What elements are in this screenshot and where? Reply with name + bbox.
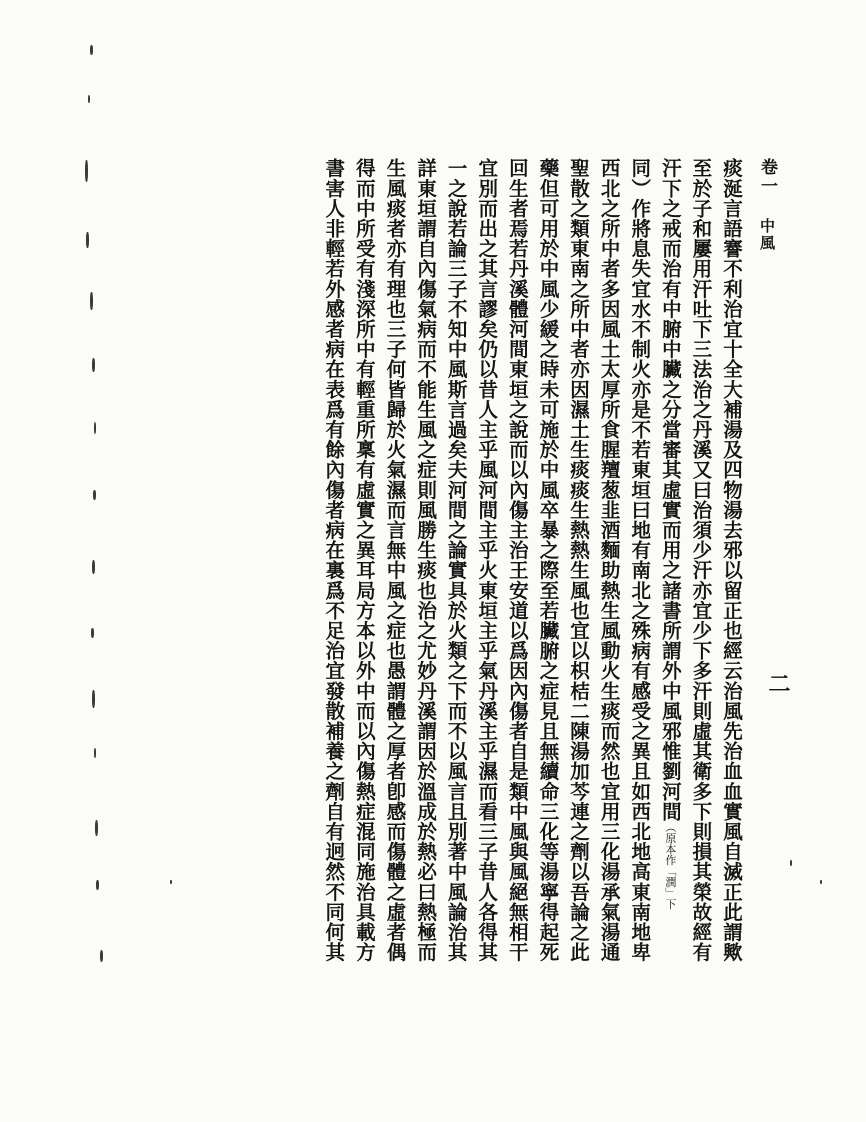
- text-column-2: 至於子和屢用汗吐下三法治之丹溪又曰治須少汗亦宜少下多汗則虛其衛多下則損其榮故經有: [689, 158, 713, 962]
- text-column-6: 聖散之類東南之所中者亦因濕土生痰痰生熱熱生風也宜以枳桔二陳湯加芩連之劑以吾論之此: [567, 158, 591, 962]
- scan-speck: [170, 880, 172, 884]
- scan-speck: [95, 820, 98, 836]
- scan-speck: [90, 292, 93, 310]
- scan-speck: [94, 748, 96, 758]
- text-column-9: 宜別而出之其言謬矣仍以昔人主乎風河間主乎火東垣主乎氣丹溪主乎濕而看三子昔人各得其: [475, 158, 499, 962]
- scan-speck: [91, 628, 94, 638]
- scan-speck: [90, 45, 93, 55]
- scan-speck: [92, 690, 95, 708]
- scan-speck: [100, 950, 103, 962]
- text-column-5: 西北之所中者多因風土太厚所食腥羶葱韭酒麵助熱生風動火生痰而然也宜用三化湯承氣湯通: [597, 158, 621, 962]
- text-block: [318, 158, 746, 962]
- running-header: [758, 158, 775, 252]
- text-column-11: 詳東垣謂自內傷氣病而不能生風之症則風勝生痰也治之尤妙丹溪謂因於溫成於熱必曰熱極而: [414, 158, 438, 962]
- text-column-8: 回生者焉若丹溪體河間東垣之說而以內傷主治王安道以爲因內傷者自是類中風與風絕無相干: [505, 158, 529, 962]
- text-column-3-main: 汗下之戒而治有中腑中臟之分當審其虛實而用之諸書所謂外中風邪惟劉河間: [658, 158, 682, 822]
- section-label: 中風: [758, 217, 776, 252]
- text-column-14: 書害人非輕若外感者病在表爲有餘內傷者病在裏爲不足治宜發散補養之劑自有迥然不同何其: [322, 158, 346, 962]
- scan-speck: [820, 880, 822, 884]
- scan-speck: [86, 232, 89, 248]
- scan-speck: [93, 490, 96, 500]
- text-column-1: 痰涎言語謇不利治宜十全大補湯及四物湯去邪以留正也經云治風先治血血實風自滅正此謂歟: [720, 158, 743, 962]
- text-column-7: 藥但可用於中風少緩之時未可施於中風卒暴之際至若臟腑之症見且無續命三化等湯寧得起死: [536, 158, 560, 962]
- page-number: 二: [765, 672, 791, 694]
- scan-speck: [94, 422, 96, 434]
- inline-annotation: （原本作「潤」下: [663, 821, 677, 910]
- text-column-4: 同）作將息失宜水不制火亦是不若東垣曰地有南北之殊病有感受之異且如西北地高東南地卑: [628, 158, 652, 962]
- scan-speck: [88, 95, 90, 103]
- text-column-10: 一之說若論三子不知中風斯言過矣夫河間之論實具於火類之下而不以風言且別著中風論治其: [444, 158, 468, 962]
- text-column-12: 生風痰者亦有理也三子何皆歸於火氣濕而言無中風之症也愚謂體之厚者卽感而傷體之虛者偶: [383, 158, 407, 962]
- text-column-13: 得而中所受有淺深所中有輕重所稟有虛實之異耳局方本以外中而以內傷熱症混同施治具載方: [352, 158, 376, 962]
- scan-speck: [92, 560, 95, 574]
- text-column-3: [654, 158, 685, 918]
- chapter-label: 卷一: [757, 158, 777, 196]
- scan-speck: [92, 358, 95, 372]
- scan-speck: [790, 860, 792, 866]
- scan-speck: [85, 160, 88, 182]
- scan-speck: [96, 880, 99, 890]
